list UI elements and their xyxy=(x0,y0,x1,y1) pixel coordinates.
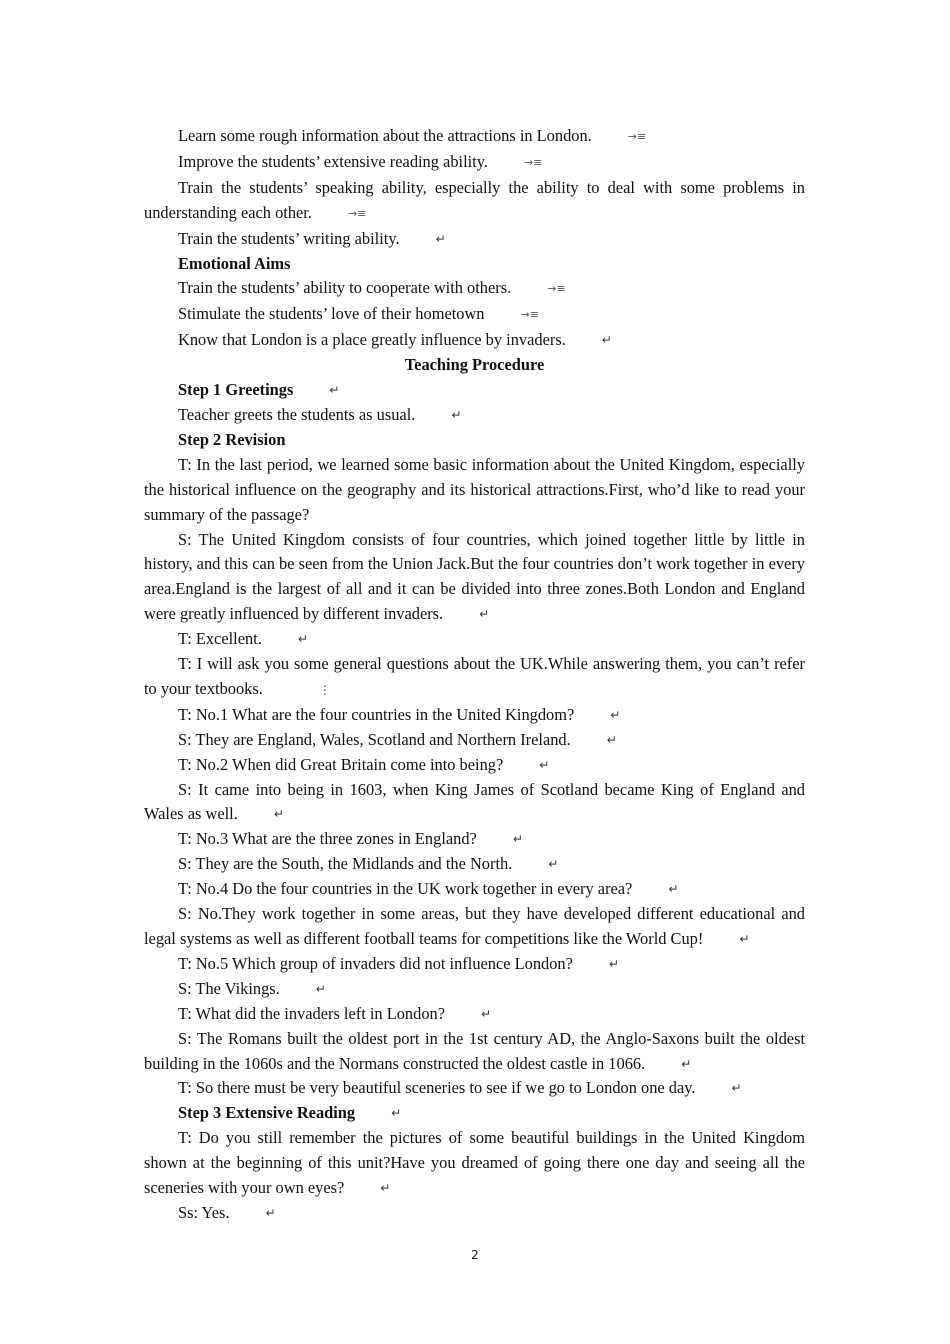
paragraph-text: S: They are England, Wales, Scotland and Northern Ireland. xyxy=(178,729,571,749)
line-break-icon: ↵ xyxy=(668,882,678,897)
line-break-icon: ↵ xyxy=(608,956,618,971)
paragraph-mark-icon: →≡ xyxy=(347,206,367,220)
line-break-icon: ↵ xyxy=(315,981,325,996)
paragraph xyxy=(144,1126,805,1201)
paragraph-text: Train the students’ ability to cooperate with others. xyxy=(178,278,512,298)
paragraph-mark-icon: →≡ xyxy=(627,130,647,143)
paragraph-text: T: What did the invaders left in London? xyxy=(178,1003,445,1023)
paragraph-text: S: They are the South, the Midlands and the North. xyxy=(178,854,513,874)
paragraph xyxy=(144,753,805,778)
line-break-icon: ↵ xyxy=(512,832,522,847)
paragraph-text: T: No.1 What are the four countries in the United Kingdom? xyxy=(178,704,575,724)
paragraph xyxy=(144,528,805,628)
paragraph xyxy=(144,227,805,252)
line-break-icon: ↵ xyxy=(480,1006,491,1021)
paragraph-text: S: The Vikings. xyxy=(178,978,280,998)
paragraph-mark-icon: →≡ xyxy=(523,155,543,169)
paragraph xyxy=(144,328,805,353)
section-heading xyxy=(144,252,805,277)
line-break-icon: ↵ xyxy=(606,732,616,747)
paragraph xyxy=(144,453,805,528)
paragraph-text: T: No.4 Do the four countries in the UK work together in every area? xyxy=(178,879,633,899)
paragraph xyxy=(144,276,805,302)
paragraph-text: Stimulate the students’ love of their hometown xyxy=(178,304,485,324)
line-break-icon: ↵ xyxy=(273,807,283,822)
paragraph xyxy=(144,1201,805,1226)
paragraph xyxy=(144,728,805,753)
paragraph-text: T: No.3 What are the three zones in England? xyxy=(178,829,477,849)
line-break-icon: ↵ xyxy=(265,1205,275,1220)
paragraph-mark-icon: →≡ xyxy=(520,308,539,322)
section-heading xyxy=(144,428,805,453)
paragraph xyxy=(144,977,805,1002)
page-number: 2 xyxy=(471,1248,479,1262)
paragraph-text: Train the students’ writing ability. xyxy=(178,228,400,248)
line-break-icon: ↵ xyxy=(681,1056,691,1071)
section-heading xyxy=(144,378,805,403)
paragraph-text: Improve the students’ extensive reading ability. xyxy=(178,151,488,171)
paragraph-text: T: In the last period, we learned some basic information about the United Kingdom, especially the historical influence on the geography and its historical attractions.First, who’d like to read your summary of the passage? xyxy=(144,454,805,524)
paragraph-text: Teaching Procedure xyxy=(404,355,545,375)
paragraph-text: S: It came into being in 1603, when King James of Scotland became King of England and Wales as well. xyxy=(144,779,805,824)
paragraph xyxy=(144,150,805,176)
paragraph-text: T: Do you still remember the pictures of some beautiful buildings in the United Kingdom shown at the beginning of this unit?Have you dreamed of going there one day and seeing all the sceneries with your own eyes? xyxy=(144,1128,805,1198)
section-heading xyxy=(144,1101,805,1126)
paragraph xyxy=(144,302,805,328)
paragraph xyxy=(144,902,805,952)
paragraph xyxy=(144,1076,805,1101)
paragraph-text: S: The United Kingdom consists of four countries, which joined together little by little in history, and this can be seen from the Union Jack.But the four countries don’t work together in every area.England is the largest of all and it can be divided into three zones.Both London and England were greatly influenced by different invaders. xyxy=(144,529,805,624)
paragraph-text: T: I will ask you some general questions about the UK.While answering them, you can’t refer to your textbooks. xyxy=(144,654,805,698)
paragraph-text: T: So there must be very beautiful sceneries to see if we go to London one day. xyxy=(178,1078,696,1098)
line-break-icon: ↵ xyxy=(451,407,461,422)
paragraph-text: Emotional Aims xyxy=(178,253,291,273)
paragraph xyxy=(144,1027,805,1077)
paragraph xyxy=(144,176,805,227)
paragraph-text: T: No.5 Which group of invaders did not influence London? xyxy=(178,953,573,973)
document-body xyxy=(144,124,805,1226)
paragraph-text: S: The Romans built the oldest port in the 1st century AD, the Anglo-Saxons built the oldest building in the 1060s and the Normans constructed the oldest castle in 1066. xyxy=(144,1028,805,1073)
line-break-icon: ↵ xyxy=(297,632,307,647)
line-break-icon: ↵ xyxy=(548,857,558,872)
paragraph-text: Step 2 Revision xyxy=(178,429,286,449)
section-heading xyxy=(144,353,805,378)
line-break-icon: ↵ xyxy=(539,757,549,772)
paragraph-text: Learn some rough information about the attractions in London. xyxy=(178,126,592,145)
paragraph xyxy=(144,403,805,428)
paragraph-text: T: Excellent. xyxy=(178,629,262,649)
line-break-icon: ↵ xyxy=(329,383,339,398)
paragraph xyxy=(144,124,805,150)
paragraph xyxy=(144,778,805,828)
paragraph-text: Step 3 Extensive Reading xyxy=(178,1103,356,1123)
line-break-icon: ↵ xyxy=(731,1081,741,1096)
line-break-icon: ↵ xyxy=(601,333,611,348)
paragraph-text: Ss: Yes. xyxy=(178,1202,230,1222)
paragraph xyxy=(144,877,805,902)
paragraph xyxy=(144,703,805,728)
paragraph xyxy=(144,827,805,852)
line-break-icon: ↵ xyxy=(479,607,489,622)
paragraph-mark-icon: →≡ xyxy=(547,282,566,296)
line-break-icon: ↵ xyxy=(391,1106,401,1121)
paragraph-text: T: No.2 When did Great Britain come into being? xyxy=(178,754,504,774)
paragraph-text: S: No.They work together in some areas, but they have developed different educational and legal systems as well as different football teams for competitions like the World Cup! xyxy=(144,904,805,948)
paragraph-text: Train the students’ speaking ability, especially the ability to deal with some problems in understanding each other. xyxy=(144,177,805,222)
paragraph xyxy=(144,652,805,703)
ellipsis-icon: ⋮ xyxy=(318,682,331,697)
paragraph-text: Know that London is a place greatly influence by invaders. xyxy=(178,330,566,350)
paragraph xyxy=(144,952,805,977)
line-break-icon: ↵ xyxy=(380,1181,390,1196)
line-break-icon: ↵ xyxy=(739,932,749,946)
line-break-icon: ↵ xyxy=(435,231,445,246)
line-break-icon: ↵ xyxy=(610,707,620,722)
paragraph xyxy=(144,852,805,877)
paragraph-text: Teacher greets the students as usual. xyxy=(178,404,416,424)
paragraph xyxy=(144,1002,805,1027)
paragraph xyxy=(144,627,805,652)
paragraph-text: Step 1 Greetings xyxy=(178,380,294,400)
